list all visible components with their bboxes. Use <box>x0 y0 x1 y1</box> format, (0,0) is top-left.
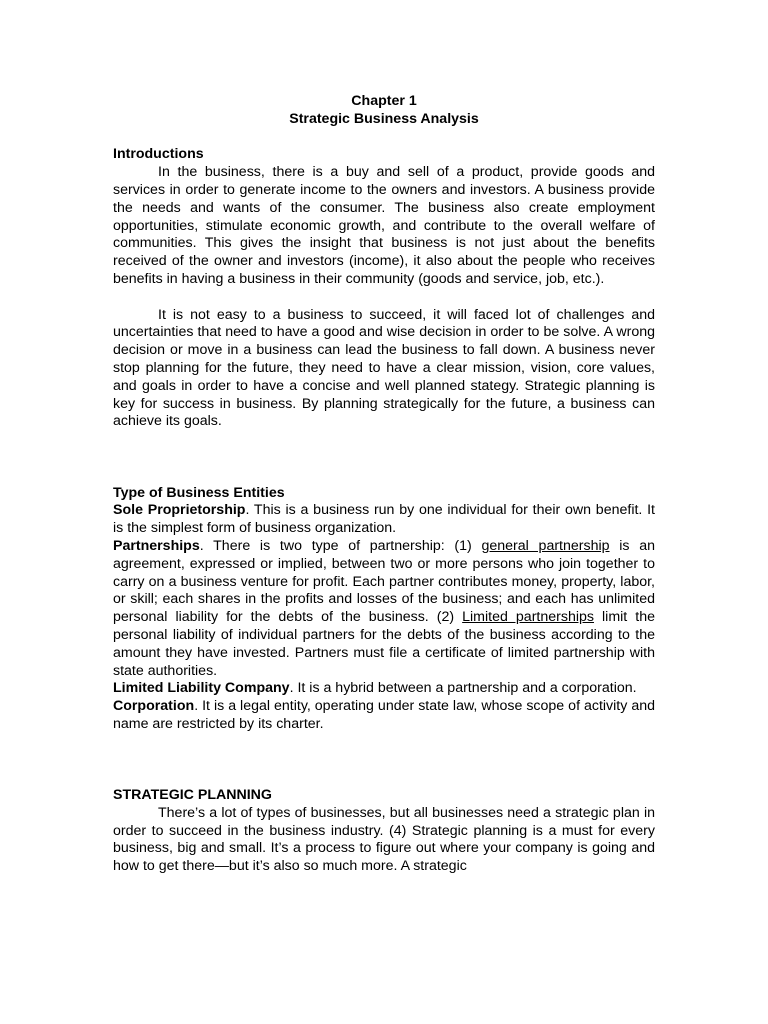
spacer <box>113 129 655 147</box>
intro-paragraph-1: In the business, there is a buy and sell of a product, provide goods and services in order to generate income to the owners and investors. A business provide the needs and wants of the consumer. The business also create employment opportunities, stimulate economic growth, and contribute to the overall welfare of communities. This gives the insight that business is not just about the benefits received of the owner and investors (income), it also about the people who receives benefits in having a business in their community (goods and service, job, etc.). <box>113 164 655 287</box>
sole-proprietorship-paragraph <box>113 502 655 538</box>
corporation-text: . It is a legal entity, operating under state law, whose scope of activity and name are restricted by its charter. <box>113 698 655 732</box>
partnerships-text-a: . There is two type of partnership: (1) <box>199 537 482 554</box>
general-partnership-link[interactable]: general partnership <box>481 537 610 554</box>
spacer <box>113 751 655 769</box>
sole-proprietorship-text: . This is a business run by one individual for their own benefit. It is the simplest form of business organization. <box>113 502 656 537</box>
spacer <box>113 289 655 307</box>
llc-text: . It is a hybrid between a partnership and a corporation. <box>289 680 637 697</box>
spacer <box>113 734 655 752</box>
chapter-number: Chapter 1 <box>351 93 417 109</box>
partnerships-term: Partnerships <box>113 537 200 554</box>
entities-heading: Type of Business Entities <box>113 484 285 501</box>
corporation-paragraph <box>113 698 655 734</box>
partnerships-paragraph <box>113 538 655 680</box>
spacer <box>113 769 655 787</box>
document-page <box>113 93 655 876</box>
strategic-planning-heading: STRATEGIC PLANNING <box>113 787 272 804</box>
limited-partnerships-link[interactable]: Limited partnerships <box>462 609 594 626</box>
corporation-term: Corporation <box>113 698 195 715</box>
spacer <box>113 449 655 467</box>
spacer <box>113 467 655 485</box>
partnerships-text-b: is an agreement, expressed or implied, between two or more persons who join together to carry on a business venture for profit. Each partner contributes money, property, labor, or skill; each shares in the profits and losses of the business; and each has unlimited personal liability for the debts of the business. (2) <box>113 537 656 626</box>
chapter-title: Strategic Business Analysis <box>289 110 479 127</box>
intro-paragraph-2: It is not easy to a business to succeed, it will faced lot of challenges and uncertainties that need to have a good and wise decision in order to be solve. A wrong decision or move in a business can lead the business to fall down. A business never stop planning for the future, they need to have a clear mission, vision, core values, and goals in order to have a concise and well planned stategy. Strategic planning is key for success in business. By planning strategically for the future, a business can achieve its goals. <box>113 306 655 430</box>
sole-proprietorship-term: Sole Proprietorship <box>113 502 246 519</box>
strategic-planning-paragraph: There’s a lot of types of businesses, but all businesses need a strategic plan in order to succeed in the business industry. (4) Strategic planning is a must for every business, big and small. It’s a process to figure out where your company is going and how to get there—but it’s also so much more. A strategic <box>113 804 655 875</box>
spacer <box>113 431 655 449</box>
partnerships-text-c: limit the personal liability of individual partners for the debts of the business according to the amount they have invested. Partners must file a certificate of limited partnership with state authorities. <box>113 609 655 679</box>
llc-paragraph <box>113 680 655 698</box>
llc-term: Limited Liability Company <box>113 680 290 697</box>
intro-heading: Introductions <box>113 146 204 163</box>
